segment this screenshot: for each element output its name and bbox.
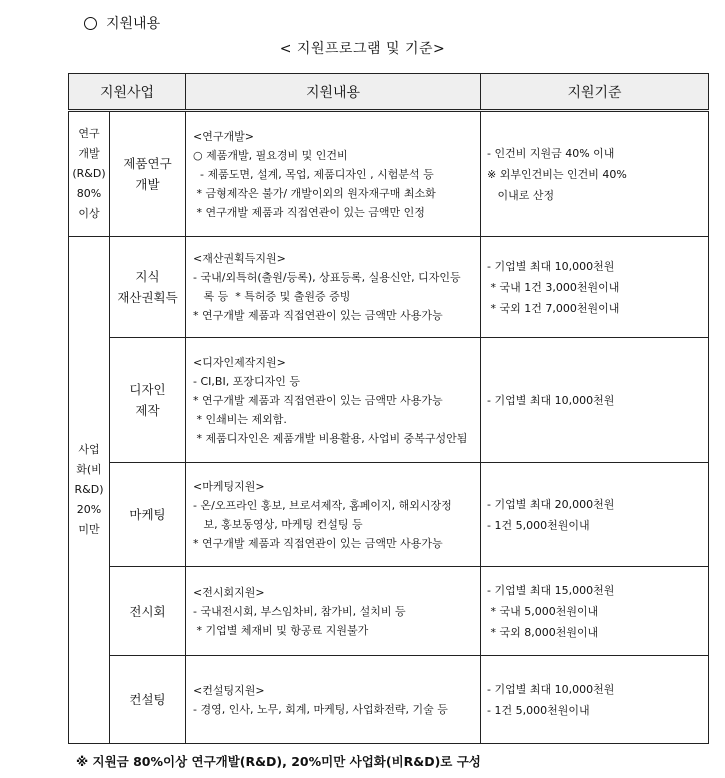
content-line: <디자인제작지원> bbox=[193, 355, 286, 369]
content-line: - 온/오프라인 홍보, 브로셔제작, 홈페이지, 해외시장정 bbox=[193, 498, 452, 512]
criteria-line: * 국내 1건 3,000천원이내 bbox=[487, 280, 620, 294]
program-name-line: 제품연구 bbox=[123, 156, 172, 171]
content-line: * 기업별 체재비 및 항공료 지원불가 bbox=[193, 623, 369, 637]
table-row bbox=[69, 237, 709, 338]
criteria-line: 이내로 산정 bbox=[487, 188, 555, 202]
program-name-line: 재산권획득 bbox=[117, 290, 178, 305]
footnote: ※ 지원금 80%이상 연구개발(R&D), 20%미만 사업화(비R&D)로 구성 bbox=[76, 754, 481, 769]
content-line: ○ 제품개발, 필요경비 및 인건비 bbox=[193, 148, 348, 162]
content-line: 보, 홍보동영상, 마케팅 컨설팅 등 bbox=[193, 517, 363, 531]
category-label-line: 화(비 bbox=[76, 463, 102, 476]
circle-bullet-icon bbox=[84, 17, 97, 30]
criteria-line: ※ 외부인건비는 인건비 40% bbox=[487, 167, 627, 181]
table-row bbox=[69, 111, 709, 237]
criteria-line: - 기업별 최대 10,000천원 bbox=[487, 682, 615, 696]
criteria-line: - 기업별 최대 20,000천원 bbox=[487, 497, 615, 511]
table-row bbox=[69, 656, 709, 744]
program-name-line: 개발 bbox=[135, 177, 160, 192]
table-row bbox=[69, 463, 709, 567]
criteria-line: * 국내 5,000천원이내 bbox=[487, 604, 599, 618]
category-label-line: 미만 bbox=[78, 523, 100, 536]
support-program-table bbox=[68, 73, 709, 744]
criteria-line: * 국외 1건 7,000천원이내 bbox=[487, 301, 620, 315]
content-line: * 연구개발 제품과 직접연관이 있는 금액만 사용가능 bbox=[193, 309, 443, 322]
section-heading bbox=[84, 13, 160, 33]
content-line: * 인쇄비는 제외함. bbox=[193, 412, 287, 426]
category-commercialization bbox=[69, 237, 110, 744]
program-name bbox=[110, 111, 186, 237]
program-name-line: 제작 bbox=[135, 403, 160, 418]
header-support-criteria: 지원기준 bbox=[481, 74, 709, 111]
criteria-line: - 기업별 최대 15,000천원 bbox=[487, 583, 615, 597]
category-label-line: 80% bbox=[76, 187, 102, 200]
category-label-line: R&D) bbox=[74, 483, 104, 496]
table-body bbox=[69, 111, 709, 744]
program-name bbox=[110, 338, 186, 463]
content-line: <재산권획득지원> bbox=[193, 252, 286, 265]
content-line: * 연구개발 제품과 직접연관이 있는 금액만 사용가능 bbox=[193, 536, 443, 550]
content-line: <연구개발> bbox=[193, 129, 254, 143]
program-name-line: 지식 bbox=[135, 269, 160, 284]
support-criteria bbox=[481, 111, 709, 237]
program-name bbox=[110, 656, 186, 744]
content-line: 록 등 * 특허증 및 출원증 증빙 bbox=[193, 290, 351, 303]
support-criteria bbox=[481, 567, 709, 656]
category-label-line: 이상 bbox=[78, 207, 100, 220]
program-name bbox=[110, 237, 186, 338]
content-line: <전시회지원> bbox=[193, 585, 265, 599]
content-line: <컨설팅지원> bbox=[193, 683, 265, 697]
criteria-line: - 1건 5,000천원이내 bbox=[487, 518, 590, 532]
program-name-line: 컨설팅 bbox=[129, 692, 166, 707]
support-criteria bbox=[481, 656, 709, 744]
table-title: < 지원프로그램 및 기준> bbox=[279, 41, 446, 57]
table-row bbox=[69, 567, 709, 656]
content-line: - 국내/외특허(출원/등록), 상표등록, 실용신안, 디자인등 bbox=[193, 271, 461, 284]
program-name bbox=[110, 463, 186, 567]
content-line: * 제품디자인은 제품개발 비용활용, 사업비 중복구성안됨 bbox=[193, 431, 468, 445]
content-line: * 연구개발 제품과 직접연관이 있는 금액만 사용가능 bbox=[193, 393, 443, 407]
support-content bbox=[186, 111, 481, 237]
header-support-content: 지원내용 bbox=[186, 74, 481, 111]
category-rnd bbox=[69, 111, 110, 237]
program-name bbox=[110, 567, 186, 656]
support-criteria bbox=[481, 338, 709, 463]
program-name-line: 마케팅 bbox=[129, 507, 166, 522]
category-label-line: 연구 bbox=[78, 127, 100, 140]
content-line: * 연구개발 제품과 직접연관이 있는 금액만 인정 bbox=[193, 205, 425, 219]
content-line: - 국내전시회, 부스임차비, 참가비, 설치비 등 bbox=[193, 604, 406, 618]
support-criteria bbox=[481, 463, 709, 567]
program-name-line: 디자인 bbox=[129, 382, 166, 397]
content-line: * 금형제작은 불가/ 개발이외의 원자재구매 최소화 bbox=[193, 186, 436, 200]
support-content bbox=[186, 338, 481, 463]
content-line: - CI,BI, 포장디자인 등 bbox=[193, 374, 300, 388]
table-header-row bbox=[69, 74, 709, 111]
table-row bbox=[69, 338, 709, 463]
criteria-line: - 기업별 최대 10,000천원 bbox=[487, 393, 615, 407]
support-content bbox=[186, 237, 481, 338]
criteria-line: * 국외 8,000천원이내 bbox=[487, 625, 599, 639]
category-label-line: 20% bbox=[76, 503, 102, 516]
content-line: <마케팅지원> bbox=[193, 479, 265, 493]
category-label-line: 사업 bbox=[78, 443, 100, 456]
category-label-line: (R&D) bbox=[72, 167, 106, 180]
header-support-project: 지원사업 bbox=[69, 74, 186, 111]
content-line: - 제품도면, 설계, 목업, 제품디자인 , 시험분석 등 bbox=[193, 167, 434, 181]
criteria-line: - 기업별 최대 10,000천원 bbox=[487, 259, 615, 273]
support-content bbox=[186, 656, 481, 744]
category-label-line: 개발 bbox=[78, 147, 100, 160]
program-name-line: 전시회 bbox=[129, 603, 166, 619]
support-content bbox=[186, 567, 481, 656]
criteria-line: - 인건비 지원금 40% 이내 bbox=[487, 146, 615, 160]
section-heading-text: 지원내용 bbox=[106, 16, 161, 32]
content-line: - 경영, 인사, 노무, 회계, 마케팅, 사업화전략, 기술 등 bbox=[193, 702, 448, 716]
support-criteria bbox=[481, 237, 709, 338]
support-content bbox=[186, 463, 481, 567]
criteria-line: - 1건 5,000천원이내 bbox=[487, 703, 590, 717]
